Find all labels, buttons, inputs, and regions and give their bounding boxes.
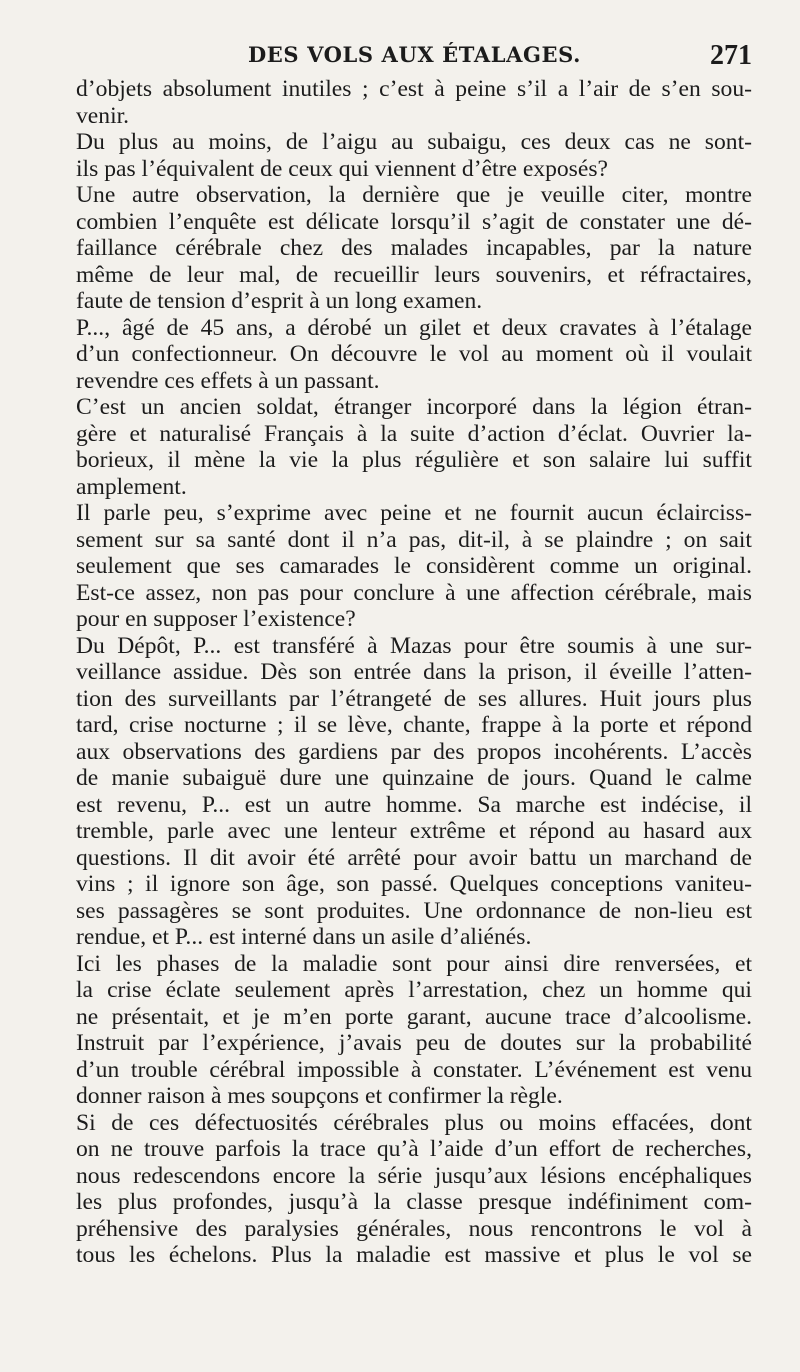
text-line: questions. Il dit avoir été arrêté pour avoir battu un marchand de (76, 844, 752, 871)
text-line: est revenu, P... est un autre homme. Sa marche est indécise, il (76, 791, 752, 818)
text-line: tremble, parle avec une lenteur extrême et répond au hasard aux (76, 818, 752, 844)
text-line: C’est un ancien soldat, étranger incorporé dans la légion étran- (76, 394, 752, 420)
text-line: borieux, il mène la vie la plus régulière et son salaire lui suffit (76, 447, 752, 473)
paragraph (76, 1110, 752, 1269)
text-line: pour en supposer l’existence? (76, 606, 356, 632)
paragraph (76, 951, 752, 1110)
text-line: tard, crise nocturne ; il se lève, chante, frappe à la porte et répond (76, 712, 752, 738)
text-line: Du plus au moins, de l’aigu au subaigu, ces deux cas ne sont- (76, 129, 752, 155)
text-line: Est-ce assez, non pas pour conclure à une affection cérébrale, mais (76, 579, 752, 606)
text-line: ils pas l’équivalent de ceux qui viennent d’être exposés? (76, 155, 608, 182)
paragraph (76, 182, 752, 315)
text-line: tous les échelons. Plus la maladie est massive et plus le vol se (76, 1242, 752, 1268)
text-line: vins ; il ignore son âge, son passé. Quelques conceptions vaniteu- (76, 871, 752, 897)
text-line: Une autre observation, la dernière que je veuille citer, montre (76, 182, 752, 208)
paragraph (76, 500, 752, 633)
page-header (78, 38, 752, 74)
text-line: P..., âgé de 45 ans, a dérobé un gilet et deux cravates à l’étalage (76, 314, 752, 341)
text-line: veillance assidue. Dès son entrée dans la prison, il éveille l’atten- (76, 659, 752, 685)
paragraph (76, 129, 752, 182)
text-line: faillance cérébrale chez des malades incapables, par la nature (76, 235, 752, 261)
paragraph (76, 633, 752, 951)
body-text (76, 76, 752, 1269)
text-line: Instruit par l’expérience, j’avais peu de doutes sur la probabilité (76, 1030, 752, 1056)
text-line: venir. (76, 102, 130, 129)
text-line: Si de ces défectuosités cérébrales plus ou moins effacées, dont (76, 1109, 752, 1136)
text-line: ses passagères se sont produites. Une ordonnance de non-lieu est (76, 897, 752, 924)
text-line: seulement que ses camarades le considèrent comme un original. (76, 553, 752, 579)
text-line: amplement. (76, 473, 187, 500)
text-line: préhensive des paralysies générales, nous rencontrons le vol à (76, 1215, 752, 1242)
text-line: revendre ces effets à un passant. (76, 367, 380, 394)
text-line: même de leur mal, de recueillir leurs souvenirs, et réfractaires, (76, 261, 752, 288)
paragraph (76, 315, 752, 395)
text-line: d’un trouble cérébral impossible à constater. L’événement est venu (76, 1056, 752, 1083)
text-line: les plus profondes, jusqu’à la classe presque indéfiniment com- (76, 1189, 752, 1215)
text-line: nous redescendons encore la série jusqu’aux lésions encéphaliques (76, 1162, 752, 1189)
text-line: tion des surveillants par l’étrangeté de ses allures. Huit jours plus (76, 685, 752, 712)
text-line: d’un confectionneur. On découvre le vol au moment où il voulait (76, 341, 752, 367)
text-line: gère et naturalisé Français à la suite d’action d’éclat. Ouvrier la- (76, 420, 752, 447)
text-line: de manie subaiguë dure une quinzaine de jours. Quand le calme (76, 765, 752, 791)
running-title: DES VOLS AUX ÉTALAGES. (248, 42, 582, 67)
text-line: sement sur sa santé dont il n’a pas, dit-il, à se plaindre ; on sait (76, 526, 752, 553)
text-line: d’objets absolument inutiles ; c’est à peine s’il a l’air de s’en sou- (76, 76, 752, 102)
text-line: ne présentait, et je m’en porte garant, aucune trace d’alcoolisme. (76, 1003, 752, 1030)
text-line: faute de tension d’esprit à un long examen. (76, 288, 483, 314)
text-line: aux observations des gardiens par des propos incohérents. L’accès (76, 738, 752, 765)
text-line: on ne trouve parfois la trace qu’à l’aide d’un effort de recherches, (76, 1136, 752, 1162)
text-line: donner raison à mes soupçons et confirmer la règle. (76, 1083, 563, 1109)
text-line: combien l’enquête est délicate lorsqu’il s’agit de constater une dé- (76, 208, 752, 235)
text-line: Ici les phases de la maladie sont pour ainsi dire renversées, et (76, 950, 752, 977)
text-line: Il parle peu, s’exprime avec peine et ne fournit aucun éclairciss- (76, 500, 752, 526)
paragraph (76, 394, 752, 500)
paragraph (76, 76, 752, 129)
text-line: la crise éclate seulement après l’arrestation, chez un homme qui (76, 977, 752, 1003)
text-line: rendue, et P... est interné dans un asile d’aliénés. (76, 924, 532, 950)
page-number: 271 (710, 40, 752, 71)
text-line: Du Dépôt, P... est transféré à Mazas pour être soumis à une sur- (76, 632, 752, 659)
